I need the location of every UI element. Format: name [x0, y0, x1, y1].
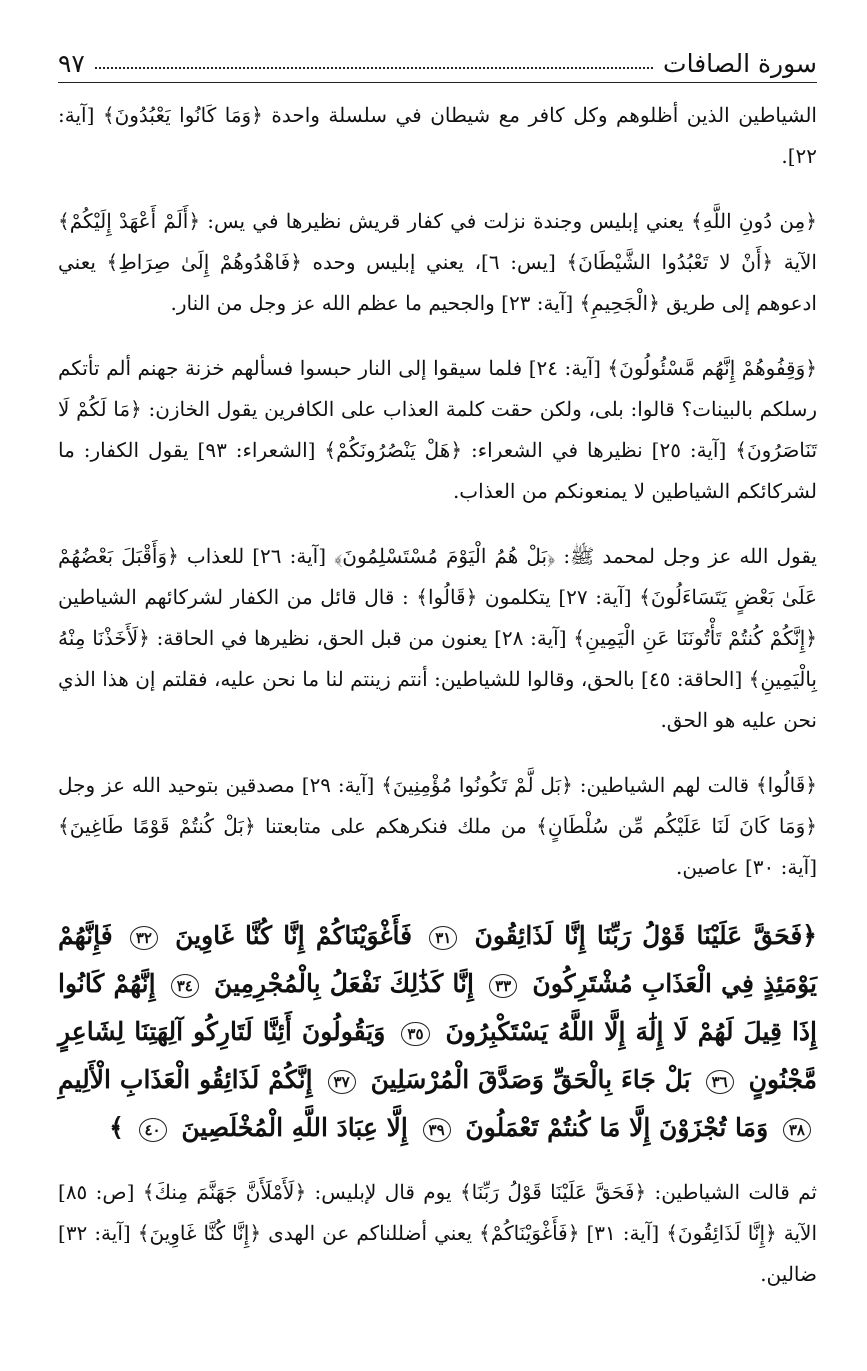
verse-text: وَمَا تُجْزَوْنَ إِلَّا مَا كُنتُمْ تَعْمَلُونَ [465, 1113, 769, 1142]
verse-text: فَأَغْوَيْنَاكُمْ إِنَّا كُنَّا غَاوِينَ [175, 921, 413, 950]
verse-number-marker: ٣٤ [171, 974, 199, 998]
verse-text: إِنَّكُمْ لَذَائِقُو الْعَذَابِ الْأَلِيمِ [58, 1065, 313, 1094]
surah-title: سورة الصافات [663, 49, 817, 78]
verse-text: إِنَّهُمْ كَانُوا إِذَا قِيلَ لَهُمْ لَا إِلَٰهَ إِلَّا اللَّهُ يَسْتَكْبِرُونَ [58, 969, 817, 1046]
page-number: ٩٧ [58, 49, 85, 78]
verse-number-marker: ٣٨ [783, 1118, 811, 1142]
verse-number-marker: ٣٢ [130, 926, 158, 950]
verse-text: إِلَّا عِبَادَ اللَّهِ الْمُخْلَصِينَ [181, 1113, 408, 1142]
page-body [58, 95, 817, 1295]
verse-text: إِنَّا كَذَٰلِكَ نَفْعَلُ بِالْمُجْرِمِينَ [214, 969, 474, 998]
commentary-paragraph: ﴿مِن دُونِ اللَّهِ﴾ يعني إبليس وجندة نزلت في كفار قريش نظيرها في يس: ﴿أَلَمْ أَعْهَدْ إِلَيْكُمْ﴾ الآية ﴿أَنْ لا تَعْبُدُوا الشَّيْطَانَ﴾ [يس: ٦]، يعني إبليس وحده ﴿فَاهْدُوهُمْ إِلَىٰ صِرَاطِ﴾ يعني ادعوهم إلى طريق ﴿الْجَحِيمِ﴾ [آية: ٢٣] والجحيم ما عظم الله عز وجل من النار. [58, 209, 817, 315]
header-dotted-leader [95, 67, 653, 69]
verse-number-marker: ٣٩ [423, 1118, 451, 1142]
verse-number-marker: ٣٣ [489, 974, 517, 998]
verse-text: بَلْ جَاءَ بِالْحَقِّ وَصَدَّقَ الْمُرْسَلِينَ [370, 1065, 691, 1094]
page-header [58, 38, 817, 83]
verse-text: وَيَقُولُونَ أَئِنَّا لَتَارِكُو آلِهَتِنَا لِشَاعِرٍ مَّجْنُونٍ [58, 1017, 817, 1094]
verse-close-bracket: ﴾ [109, 1113, 124, 1142]
commentary-paragraph: يقول الله عز وجل لمحمد ﷺ: ﴿بَلْ هُمُ الْيَوْمَ مُسْتَسْلِمُونَ﴾ [آية: ٢٦] للعذاب ﴿وَأَقْبَلَ بَعْضُهُمْ عَلَىٰ بَعْضٍ يَتَسَاءَلُونَ﴾ [آية: ٢٧] يتكلمون ﴿قَالُوا﴾ : قال قائل من الكفار لشركائهم الشياطين ﴿إِنَّكُمْ كُنتُمْ تَأْتُونَنَا عَنِ الْيَمِينِ﴾ [آية: ٢٨] يعنون من قبل الحق، نظيرها في الحاقة: ﴿لَأَخَذْنَا مِنْهُ بِالْيَمِينِ﴾ [الحاقة: ٤٥] بالحق، وقالوا للشياطين: أنتم زينتم لنا ما نحن عليه، فقلتم إن هذا الذي نحن عليه هو الحق. [58, 544, 818, 732]
verse-number-marker: ٣٦ [706, 1070, 734, 1094]
commentary-paragraph: ﴿قَالُوا﴾ قالت لهم الشياطين: ﴿بَل لَّمْ تَكُونُوا مُؤْمِنِينَ﴾ [آية: ٢٩] مصدقين بتوحيد الله عز وجل ﴿وَمَا كَانَ لَنَا عَلَيْكُم مِّن سُلْطَانٍ﴾ من ملك فنكرهكم على متابعتنا ﴿بَلْ كُنتُمْ قَوْمًا طَاغِينَ﴾ [آية: ٣٠] عاصين. [58, 773, 817, 879]
commentary-paragraph: الشياطين الذين أظلوهم وكل كافر مع شيطان في سلسلة واحدة ﴿وَمَا كَانُوا يَعْبُدُونَ﴾ [آية: ٢٢]. [58, 103, 817, 168]
verse-number-marker: ٣٥ [401, 1022, 429, 1046]
verse-number-marker: ٣١ [429, 926, 457, 950]
verse-text: ﴿فَحَقَّ عَلَيْنَا قَوْلُ رَبِّنَا إِنَّا لَذَائِقُونَ [474, 921, 817, 950]
verse-number-marker: ٤٠ [139, 1118, 167, 1142]
commentary-paragraph: ﴿وَقِفُوهُمْ إِنَّهُم مَّسْئُولُونَ﴾ [آية: ٢٤] فلما سيقوا إلى النار حبسوا فسألهم خزنة جهنم ألم تأتكم رسلكم بالبينات؟ قالوا: بلى، ولكن حقت كلمة العذاب على الكافرين يقول الخازن: ﴿مَا لَكُمْ لَا تَنَاصَرُونَ﴾ [آية: ٢٥] نظيرها في الشعراء: ﴿هَلْ يَنْصُرُونَكُمْ﴾ [الشعراء: ٩٣] يقول الكفار: ما لشركائكم الشياطين لا يمنعونكم من العذاب. [58, 356, 818, 503]
commentary-paragraph: ثم قالت الشياطين: ﴿فَحَقَّ عَلَيْنَا قَوْلُ رَبِّنَا﴾ يوم قال لإبليس: ﴿لَأَمْلَأَنَّ جَهَنَّمَ مِنكَ﴾ [ص: ٨٥] الآية ﴿إِنَّا لَذَائِقُونَ﴾ [آية: ٣١] ﴿فَأَغْوَيْنَاكُمْ﴾ يعني أضللناكم عن الهدى ﴿إِنَّا كُنَّا غَاوِينَ﴾ [آية: ٣٢] ضالين. [58, 1180, 818, 1286]
verse-number-marker: ٣٧ [328, 1070, 356, 1094]
quran-verses-block [58, 912, 817, 1152]
verse-text: فَإِنَّهُمْ يَوْمَئِذٍ فِي الْعَذَابِ مُشْتَرِكُونَ [58, 921, 818, 998]
